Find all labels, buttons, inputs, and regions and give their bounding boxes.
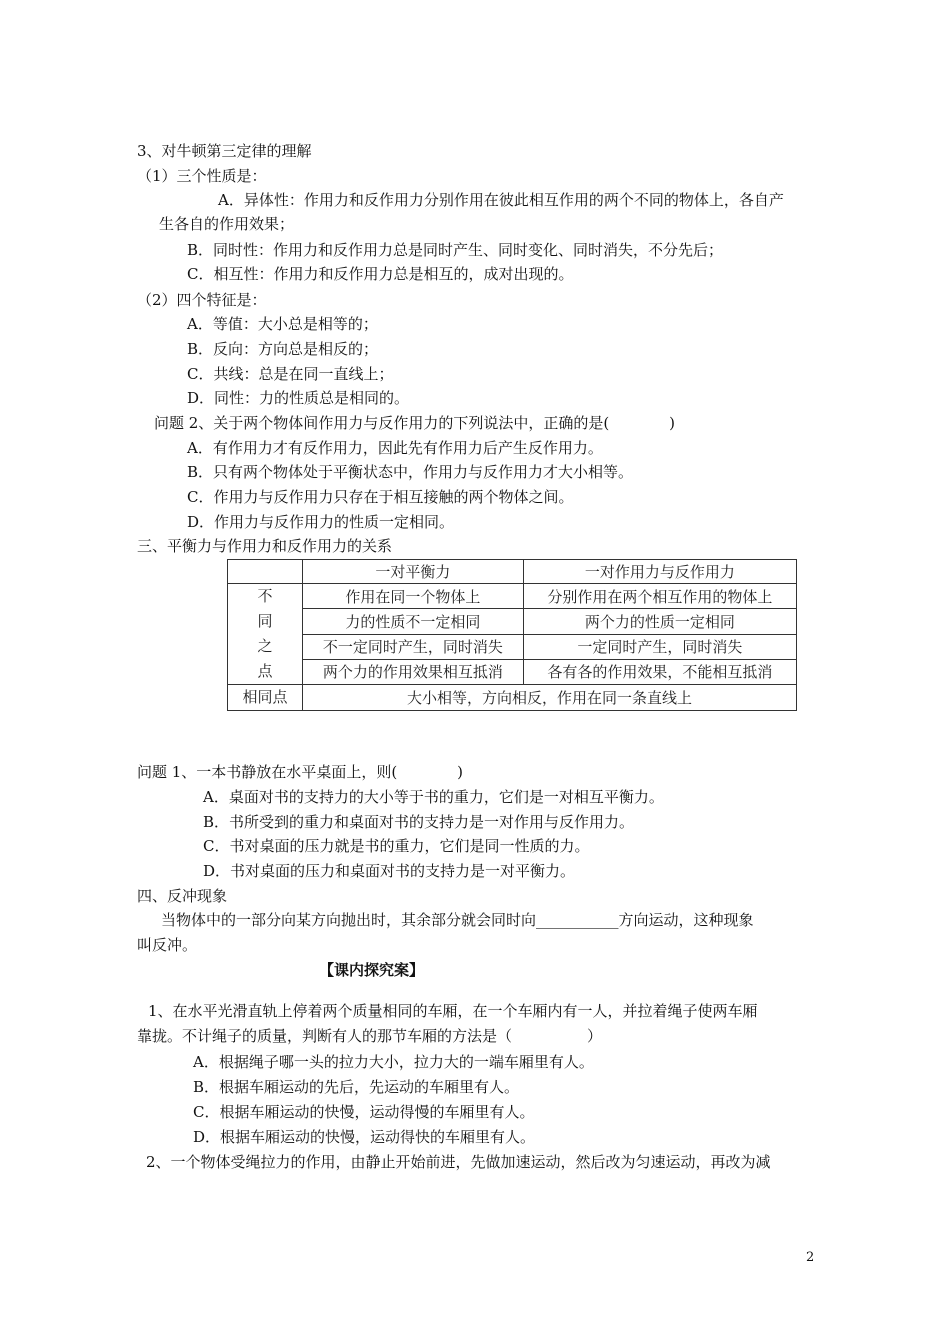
table-diff-label: 不 同 之 点 (228, 584, 303, 685)
table-corner-cell (228, 560, 303, 584)
table-cell: 两个力的性质一定相同 (523, 609, 796, 634)
question-1-option-c: C．书对桌面的压力就是书的重力，它们是同一性质的力。 (203, 837, 590, 855)
inclass-q1-option-a: A．根据绳子哪一头的拉力大小，拉力大的一端车厢里有人。 (193, 1053, 594, 1071)
table-row (228, 634, 797, 659)
question-1-stem: 问题 1、一本书静放在水平桌面上，则( ) (137, 763, 464, 781)
table-cell: 不一定同时产生，同时消失 (303, 634, 524, 659)
question-1-option-d: D．书对桌面的压力和桌面对书的支持力是一对平衡力。 (203, 862, 576, 880)
section-4-text-line2: 叫反冲。 (137, 936, 198, 954)
features-heading: （2）四个特征是： (137, 291, 267, 309)
property-a-line2: 生各自的作用效果； (159, 215, 295, 233)
table-same-row (228, 685, 797, 711)
table-row (228, 584, 797, 609)
property-a-line1: A．异体性：作用力和反作用力分别作用在彼此相互作用的两个不同的物体上，各自产 (218, 191, 784, 209)
table-header-row (228, 560, 797, 584)
property-c: C．相互性：作用力和反作用力总是相互的，成对出现的。 (187, 265, 574, 283)
section-4-text-line1: 当物体中的一部分向某方向抛出时，其余部分就会同时向___________方向运动，这种现象 (161, 911, 754, 929)
inclass-title: 【课内探究案】 (319, 961, 425, 979)
feature-c: C．共线：总是在同一直线上； (187, 365, 394, 383)
page-number: 2 (806, 1250, 815, 1265)
table-header-balanced: 一对平衡力 (303, 560, 524, 584)
table-row (228, 609, 797, 634)
feature-a: A．等值：大小总是相等的； (187, 315, 378, 333)
table-cell: 作用在同一个物体上 (303, 584, 524, 609)
question-1-option-b: B．书所受到的重力和桌面对书的支持力是一对作用与反作用力。 (203, 813, 635, 831)
inclass-q1-option-b: B．根据车厢运动的先后，先运动的车厢里有人。 (193, 1078, 520, 1096)
feature-b: B．反向：方向总是相反的； (187, 340, 379, 358)
question-2-option-d: D．作用力与反作用力的性质一定相同。 (187, 513, 455, 531)
feature-d: D．同性：力的性质总是相同的。 (187, 389, 410, 407)
table-same-text: 大小相等，方向相反，作用在同一条直线上 (303, 685, 797, 711)
table-cell: 一定同时产生，同时消失 (523, 634, 796, 659)
inclass-q1-option-d: D．根据车厢运动的快慢，运动得快的车厢里有人。 (193, 1128, 536, 1146)
question-2-option-b: B．只有两个物体处于平衡状态中，作用力与反作用力才大小相等。 (187, 463, 634, 481)
property-b: B．同时性：作用力和反作用力总是同时产生、同时变化、同时消失，不分先后； (187, 241, 724, 259)
section-3-title: 3、对牛顿第三定律的理解 (137, 142, 312, 160)
inclass-q1-option-c: C．根据车厢运动的快慢，运动得慢的车厢里有人。 (193, 1103, 535, 1121)
table-cell: 两个力的作用效果相互抵消 (303, 659, 524, 684)
section-4-title: 四、反冲现象 (137, 887, 228, 905)
table-row (228, 659, 797, 684)
table-cell: 各有各的作用效果，不能相互抵消 (523, 659, 796, 684)
inclass-q1-stem-line1: 1、在水平光滑直轨上停着两个质量相同的车厢，在一个车厢内有一人，并拉着绳子使两车厢 (148, 1002, 758, 1020)
table-cell: 分别作用在两个相互作用的物体上 (523, 584, 796, 609)
properties-heading: （1）三个性质是： (137, 167, 267, 185)
question-2-option-a: A．有作用力才有反作用力，因此先有作用力后产生反作用力。 (187, 439, 603, 457)
table-title: 三、平衡力与作用力和反作用力的关系 (137, 537, 393, 555)
inclass-q2-stem: 2、一个物体受绳拉力的作用，由静止开始前进，先做加速运动，然后改为匀速运动，再改为减 (146, 1153, 771, 1171)
comparison-table (227, 559, 797, 711)
question-2-stem: 问题 2、关于两个物体间作用力与反作用力的下列说法中，正确的是( ) (154, 414, 676, 432)
inclass-q1-stem-line2: 靠拢。不计绳子的质量，判断有人的那节车厢的方法是（ ） (137, 1027, 603, 1045)
question-2-option-c: C．作用力与反作用力只存在于相互接触的两个物体之间。 (187, 488, 574, 506)
question-1-option-a: A．桌面对书的支持力的大小等于书的重力，它们是一对相互平衡力。 (203, 788, 664, 806)
table-cell: 力的性质不一定相同 (303, 609, 524, 634)
table-same-label: 相同点 (228, 685, 303, 711)
table-header-action-reaction: 一对作用力与反作用力 (523, 560, 796, 584)
